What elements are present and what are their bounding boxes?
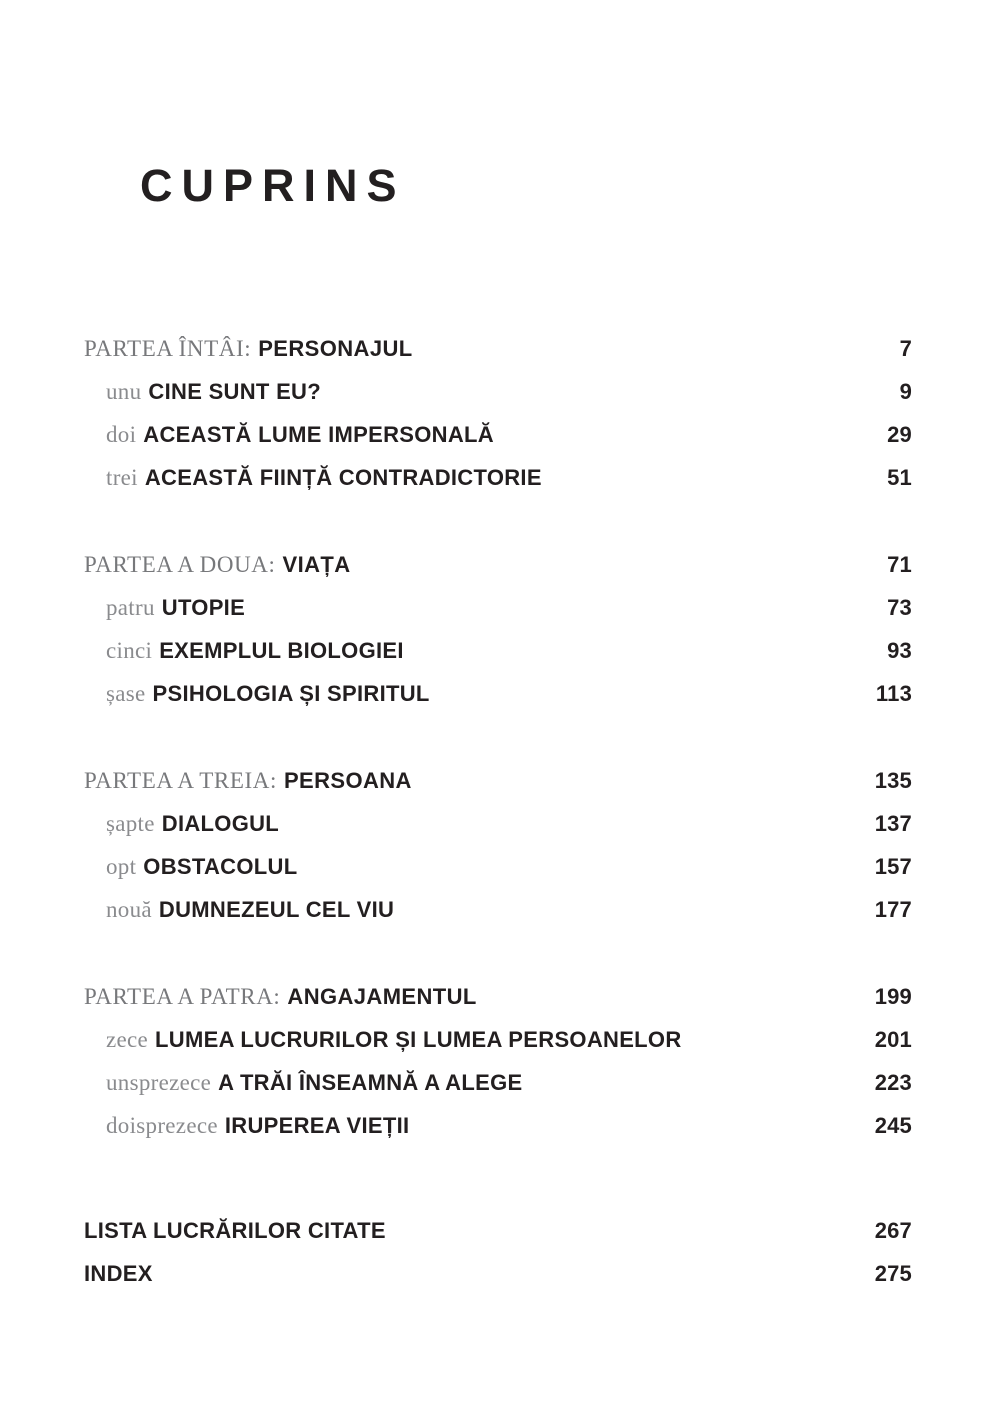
back-matter-group [84,1218,912,1304]
chapter-prefix: trei [106,465,138,490]
chapter-page-number: 93 [887,638,912,663]
part-group [84,552,912,724]
chapter-title: DIALOGUL [161,811,280,836]
chapter-title: IRUPEREA VIEȚII [224,1113,410,1138]
toc-chapter-label [106,595,245,621]
back-matter-page-number: 275 [874,1261,912,1286]
chapter-title: PSIHOLOGIA ȘI SPIRITUL [152,681,430,706]
toc-chapter-row[interactable] [84,1027,912,1070]
toc-part-row[interactable] [84,552,912,595]
chapter-title: LUMEA LUCRURILOR ȘI LUMEA PERSOANELOR [155,1027,682,1052]
chapter-prefix: unu [106,379,142,404]
toc-chapter-row[interactable] [84,854,912,897]
chapter-prefix: opt [106,854,137,879]
back-matter-title: INDEX [84,1261,153,1286]
chapter-prefix: șase [106,681,146,706]
toc-chapter-row[interactable] [84,1070,912,1113]
part-page-number: 199 [874,984,912,1009]
part-page-number: 135 [874,768,912,793]
part-title: VIAȚA [282,552,351,577]
chapter-page-number: 29 [887,422,912,447]
toc-part-label [84,984,477,1010]
toc-chapter-label [106,1070,522,1096]
chapter-page-number: 201 [874,1027,912,1052]
toc-chapter-row[interactable] [84,897,912,940]
toc-chapter-row[interactable] [84,422,912,465]
toc-chapter-row[interactable] [84,638,912,681]
toc-back-matter-row[interactable] [84,1261,912,1304]
toc-chapter-label [106,1113,409,1139]
back-matter-page-number: 267 [874,1218,912,1243]
toc-part-row[interactable] [84,336,912,379]
chapter-prefix: nouă [106,897,152,922]
back-matter-title: LISTA LUCRĂRILOR CITATE [84,1218,386,1243]
chapter-prefix: cinci [106,638,153,663]
chapter-title: UTOPIE [161,595,246,620]
toc-chapter-label [106,379,321,405]
part-title: PERSOANA [283,768,412,793]
chapter-title: OBSTACOLUL [143,854,298,879]
toc-back-matter-label [84,1261,153,1287]
part-page-number: 71 [887,552,912,577]
toc-part-row[interactable] [84,768,912,811]
toc-chapter-label [106,422,494,448]
part-prefix: PARTEA A TREIA: [84,768,277,793]
toc-chapter-label [106,897,394,923]
chapter-title: ACEASTĂ LUME IMPERSONALĂ [143,422,494,447]
part-group [84,984,912,1156]
chapter-prefix: zece [106,1027,149,1052]
chapter-page-number: 137 [874,811,912,836]
toc-list [84,336,912,1304]
toc-chapter-row[interactable] [84,465,912,508]
toc-chapter-label [106,638,404,664]
part-group [84,336,912,508]
toc-chapter-row[interactable] [84,379,912,422]
chapter-title: ACEASTĂ FIINȚĂ CONTRADICTORIE [144,465,542,490]
part-title: ANGAJAMENTUL [287,984,477,1009]
part-title: PERSONAJUL [258,336,413,361]
toc-chapter-row[interactable] [84,1113,912,1156]
toc-part-label [84,336,413,362]
chapter-title: CINE SUNT EU? [148,379,321,404]
toc-chapter-label [106,681,430,707]
chapter-page-number: 9 [899,379,912,404]
toc-part-label [84,552,351,578]
toc-part-label [84,768,412,794]
part-group [84,768,912,940]
chapter-page-number: 157 [874,854,912,879]
chapter-page-number: 223 [874,1070,912,1095]
toc-chapter-row[interactable] [84,811,912,854]
chapter-title: A TRĂI ÎNSEAMNĂ A ALEGE [218,1070,523,1095]
toc-chapter-label [106,811,279,837]
chapter-prefix: unsprezece [106,1070,212,1095]
chapter-page-number: 73 [887,595,912,620]
toc-back-matter-label [84,1218,386,1244]
part-prefix: PARTEA ÎNTÂI: [84,336,252,361]
part-prefix: PARTEA A PATRA: [84,984,281,1009]
toc-chapter-label [106,1027,682,1053]
toc-chapter-row[interactable] [84,681,912,724]
toc-part-row[interactable] [84,984,912,1027]
chapter-prefix: patru [106,595,155,620]
chapter-page-number: 113 [875,681,912,706]
toc-chapter-row[interactable] [84,595,912,638]
toc-chapter-label [106,465,542,491]
chapter-title: EXEMPLUL BIOLOGIEI [159,638,404,663]
part-page-number: 7 [899,336,912,361]
toc-back-matter-row[interactable] [84,1218,912,1261]
chapter-page-number: 177 [874,897,912,922]
chapter-prefix: șapte [106,811,155,836]
toc-chapter-label [106,854,297,880]
chapter-page-number: 245 [874,1113,912,1138]
part-prefix: PARTEA A DOUA: [84,552,276,577]
chapter-prefix: doisprezece [106,1113,218,1138]
chapter-page-number: 51 [887,465,912,490]
chapter-title: DUMNEZEUL CEL VIU [158,897,395,922]
chapter-prefix: doi [106,422,137,447]
page-title: CUPRINS [140,160,406,211]
